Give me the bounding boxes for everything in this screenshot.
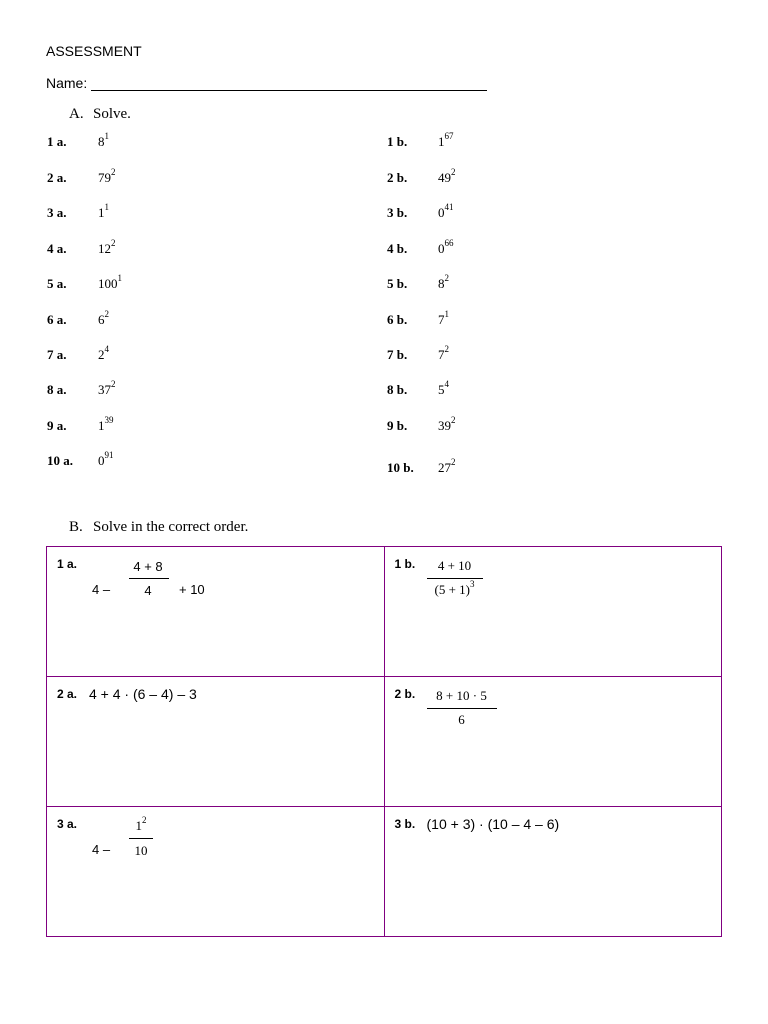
problem-label: 4 a. — [47, 241, 67, 256]
problem-cell-2b[interactable] — [384, 677, 722, 807]
problem-expression: $1^{39}$ — [98, 414, 114, 433]
problem-expression: $49^2$ — [438, 166, 456, 185]
name-field[interactable] — [46, 75, 487, 91]
problem-label: 8 a. — [47, 382, 67, 397]
cell-label: 3 b. — [394, 817, 416, 831]
problem-expression: $79^2$ — [98, 166, 116, 185]
problem-label: 4 b. — [387, 241, 408, 256]
fraction-denominator: 4 — [144, 583, 152, 598]
section-b-title: Solve in the correct order. — [93, 519, 249, 535]
problem-label: 7 b. — [387, 347, 408, 362]
section-a-letter: A. — [69, 106, 84, 122]
problem-cell-3b[interactable] — [384, 807, 722, 937]
problem-expression: $0^{41}$ — [438, 201, 454, 220]
problem-expression: $12^2$ — [98, 237, 116, 256]
problem-label: 2 a. — [47, 170, 67, 185]
section-b-heading — [69, 519, 248, 536]
fraction-numerator: 4 + 10 — [437, 558, 472, 573]
cell-label: 3 a. — [57, 817, 78, 831]
problem-cell-1b[interactable] — [384, 547, 722, 677]
name-label: Name: — [46, 75, 88, 91]
problem-expression: $1^1$ — [98, 201, 109, 220]
problem-label: 9 a. — [47, 418, 67, 433]
page-title: ASSESSMENT — [46, 43, 142, 59]
section-a-title: Solve. — [93, 106, 131, 122]
fraction-denominator: 10 — [134, 843, 148, 858]
section-b-letter: B. — [69, 519, 83, 535]
fraction-denominator: 6 — [458, 712, 465, 727]
problem-expression: $8^2$ — [438, 272, 449, 291]
problem-expression: $7^2$ — [438, 343, 449, 362]
section-a-heading — [69, 106, 131, 123]
problem-expression: $0^{66}$ — [438, 237, 454, 256]
problem-expression: $7^1$ — [438, 308, 449, 327]
problem-label: 6 b. — [387, 312, 408, 327]
problem-cell-3a[interactable] — [47, 807, 385, 937]
cell-label: 2 b. — [394, 687, 416, 701]
problem-grid — [46, 546, 722, 937]
problem-label: 8 b. — [387, 382, 408, 397]
name-blank-line[interactable] — [91, 76, 487, 91]
problem-label: 3 a. — [47, 205, 67, 220]
fraction-bar — [427, 708, 497, 709]
expression-suffix: + 10 — [179, 582, 205, 597]
problem-label: 7 a. — [47, 347, 67, 362]
fraction-numerator: 4 + 8 — [133, 559, 163, 574]
problem-label: 2 b. — [387, 170, 408, 185]
expression-prefix: 4 – — [92, 582, 111, 597]
problem-label: 10 b. — [387, 460, 414, 475]
problem-expression: $2^4$ — [98, 343, 109, 362]
fraction-denominator: $(5 + 1)^3$ — [434, 578, 475, 597]
problem-label: 6 a. — [47, 312, 67, 327]
expression-prefix: 4 – — [92, 842, 111, 857]
expression: 4 + 4 · (6 – 4) – 3 — [89, 686, 197, 702]
cell-label: 1 b. — [394, 557, 416, 571]
expression: (10 + 3) · (10 – 4 – 6) — [426, 816, 560, 832]
problem-expression: $0^{91}$ — [98, 449, 114, 468]
fraction-numerator: $1^2$ — [135, 814, 147, 833]
problem-label: 9 b. — [387, 418, 408, 433]
fraction-numerator: 8 + 10 · 5 — [436, 688, 487, 703]
problem-label: 1 a. — [47, 134, 67, 149]
fraction-bar — [129, 578, 169, 579]
problem-expression: $37^2$ — [98, 378, 116, 397]
cell-label: 2 a. — [57, 687, 78, 701]
problem-label: 1 b. — [387, 134, 408, 149]
problem-expression: $39^2$ — [438, 414, 456, 433]
problem-label: 5 a. — [47, 276, 67, 291]
problem-expression: $1^{67}$ — [438, 130, 454, 149]
problem-expression: $100^1$ — [98, 272, 122, 291]
problem-expression: $8^1$ — [98, 130, 109, 149]
problem-cell-1a[interactable] — [47, 547, 385, 677]
fraction-bar — [129, 838, 153, 839]
problem-label: 3 b. — [387, 205, 408, 220]
problem-cell-2a[interactable] — [47, 677, 385, 807]
problem-expression: $27^2$ — [438, 456, 456, 475]
problem-label: 5 b. — [387, 276, 408, 291]
cell-label: 1 a. — [57, 557, 78, 571]
problem-expression: $6^2$ — [98, 308, 109, 327]
problem-expression: $5^4$ — [438, 378, 449, 397]
problem-label: 10 a. — [47, 453, 73, 468]
